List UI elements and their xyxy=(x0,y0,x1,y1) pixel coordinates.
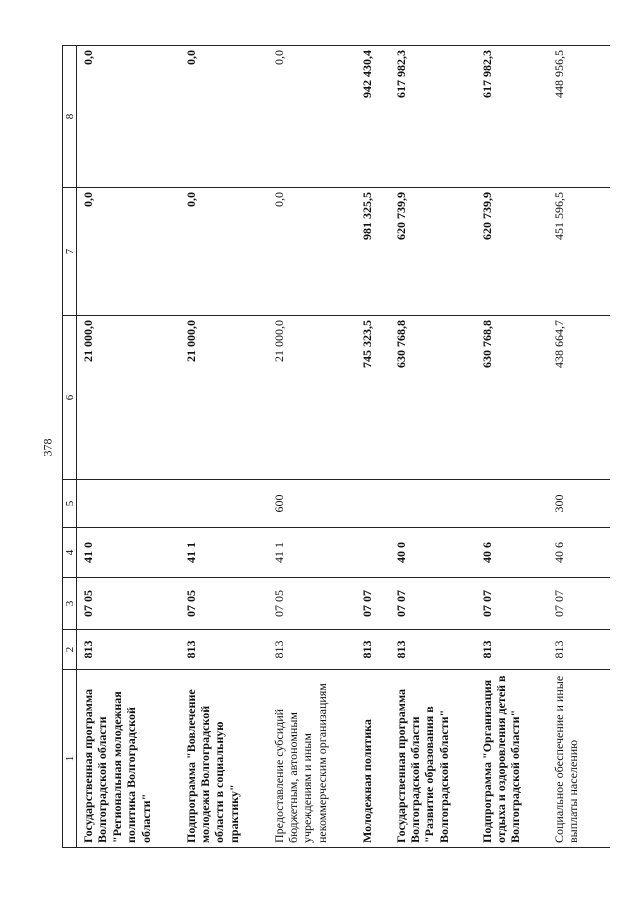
col-header-5: 5 xyxy=(63,480,77,528)
cell-expense-type: 300 xyxy=(548,480,610,528)
cell-amount-1: 630 768,8 xyxy=(476,316,548,480)
cell-program-code: 41 0 xyxy=(77,528,180,578)
col-header-6: 6 xyxy=(63,316,77,480)
cell-amount-1: 438 664,7 xyxy=(548,316,610,480)
cell-section-code: 07 07 xyxy=(356,578,390,630)
row-name: Подпрограмма "Вовлечение молодежи Волгоградской области в социальную практику" xyxy=(180,670,268,848)
cell-amount-1: 21 000,0 xyxy=(180,316,268,480)
col-header-2: 2 xyxy=(63,630,77,670)
table-row xyxy=(548,46,610,848)
cell-amount-3: 0,0 xyxy=(268,46,356,188)
cell-amount-1: 21 000,0 xyxy=(77,316,180,480)
cell-program-code: 40 6 xyxy=(476,528,548,578)
cell-ministry-code: 813 xyxy=(77,630,180,670)
row-name: Государственная программа Волгоградской области "Региональная молодежная политика Волгоградской области" xyxy=(77,670,180,848)
page-number: 378 xyxy=(40,438,55,457)
cell-ministry-code: 813 xyxy=(180,630,268,670)
cell-amount-3: 0,0 xyxy=(180,46,268,188)
cell-amount-2: 0,0 xyxy=(77,188,180,316)
cell-section-code: 07 05 xyxy=(180,578,268,630)
cell-amount-2: 0,0 xyxy=(180,188,268,316)
cell-amount-2: 981 325,5 xyxy=(356,188,390,316)
cell-amount-1: 630 768,8 xyxy=(390,316,476,480)
table-row xyxy=(77,46,180,848)
cell-program-code: 40 0 xyxy=(390,528,476,578)
cell-amount-3: 617 982,3 xyxy=(476,46,548,188)
cell-amount-2: 0,0 xyxy=(268,188,356,316)
cell-program-code: 41 1 xyxy=(180,528,268,578)
cell-section-code: 07 07 xyxy=(548,578,610,630)
cell-amount-2: 451 596,5 xyxy=(548,188,610,316)
cell-expense-type: 600 xyxy=(268,480,356,528)
cell-expense-type xyxy=(356,480,390,528)
header-row xyxy=(63,46,77,848)
row-name: Предоставление субсидий бюджетным, автономным учреждениям и иным некоммерческим организациям xyxy=(268,670,356,848)
row-name: Социальное обеспечение и иные выплаты населению xyxy=(548,670,610,848)
row-name: Молодежная политика xyxy=(356,670,390,848)
cell-amount-3: 0,0 xyxy=(77,46,180,188)
col-header-8: 8 xyxy=(63,46,77,188)
cell-section-code: 07 07 xyxy=(476,578,548,630)
table-row xyxy=(180,46,268,848)
cell-amount-1: 21 000,0 xyxy=(268,316,356,480)
cell-amount-2: 620 739,9 xyxy=(476,188,548,316)
cell-program-code: 40 6 xyxy=(548,528,610,578)
cell-section-code: 07 05 xyxy=(268,578,356,630)
table-row xyxy=(390,46,476,848)
table-row xyxy=(356,46,390,848)
cell-section-code: 07 07 xyxy=(390,578,476,630)
cell-expense-type xyxy=(476,480,548,528)
cell-expense-type xyxy=(390,480,476,528)
cell-ministry-code: 813 xyxy=(268,630,356,670)
cell-expense-type xyxy=(77,480,180,528)
cell-amount-3: 942 430,4 xyxy=(356,46,390,188)
table-row xyxy=(268,46,356,848)
cell-program-code: 41 1 xyxy=(268,528,356,578)
cell-amount-3: 617 982,3 xyxy=(390,46,476,188)
cell-amount-2: 620 739,9 xyxy=(390,188,476,316)
col-header-1: 1 xyxy=(63,670,77,848)
cell-ministry-code: 813 xyxy=(476,630,548,670)
cell-expense-type xyxy=(180,480,268,528)
table-row xyxy=(476,46,548,848)
col-header-3: 3 xyxy=(63,578,77,630)
cell-ministry-code: 813 xyxy=(548,630,610,670)
cell-ministry-code: 813 xyxy=(356,630,390,670)
cell-amount-3: 448 956,5 xyxy=(548,46,610,188)
col-header-7: 7 xyxy=(63,188,77,316)
row-name: Государственная программа Волгоградской области "Развитие образования в Волгоградской области" xyxy=(390,670,476,848)
cell-section-code: 07 05 xyxy=(77,578,180,630)
budget-table xyxy=(62,45,610,848)
row-name: Подпрограмма "Организация отдыха и оздоровления детей в Волгоградской области" xyxy=(476,670,548,848)
cell-ministry-code: 813 xyxy=(390,630,476,670)
cell-amount-1: 745 323,5 xyxy=(356,316,390,480)
cell-program-code xyxy=(356,528,390,578)
col-header-4: 4 xyxy=(63,528,77,578)
